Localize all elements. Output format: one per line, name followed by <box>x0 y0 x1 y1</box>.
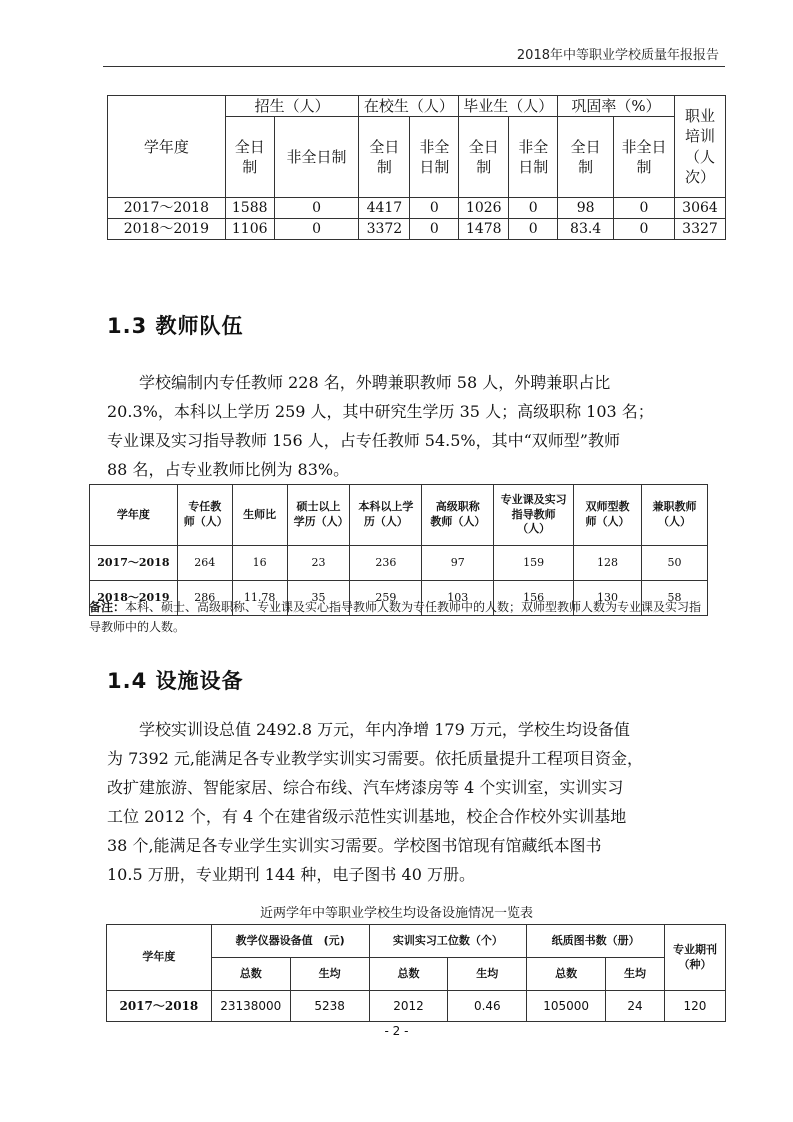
t1-part-time: 非全日制 <box>614 117 675 198</box>
t2-cell: 286 <box>177 581 232 616</box>
t1-cell: 0 <box>410 219 459 240</box>
t2-header: 硕士以上学历（人） <box>287 485 350 546</box>
t2-year: 2017～2018 <box>90 546 178 581</box>
t2-header: 双师型教师（人） <box>574 485 642 546</box>
t2-cell: 16 <box>232 546 287 581</box>
paragraph-line: 88 名，占专业教师比例为 83%。 <box>107 460 350 479</box>
table-row <box>108 219 726 240</box>
page-number: - 2 - <box>384 1024 409 1038</box>
t3-group-header: 纸质图书数（册） <box>527 925 665 958</box>
t3-cell: 105000 <box>527 991 606 1022</box>
t1-cell: 98 <box>558 198 614 219</box>
t2-header: 生师比 <box>232 485 287 546</box>
t1-cell: 1026 <box>459 198 509 219</box>
paragraph-teachers <box>107 368 707 484</box>
t2-cell: 159 <box>494 546 574 581</box>
paragraph-line: 改扩建旅游、智能家居、综合布线、汽车烤漆房等 4 个实训室，实训实习 <box>107 778 624 797</box>
paragraph-line: 专业课及实习指导教师 156 人，占专任教师 54.5%，其中“双师型”教师 <box>107 431 620 450</box>
t1-part-time: 非全日制 <box>410 117 459 198</box>
t2-header: 本科以上学历（人） <box>350 485 422 546</box>
t1-cell: 4417 <box>359 198 410 219</box>
table-row <box>90 546 708 581</box>
t1-group-header: 巩固率（%） <box>558 96 675 117</box>
t1-part-time: 非全日制 <box>509 117 558 198</box>
t1-year: 2017～2018 <box>108 198 226 219</box>
t1-full-time: 全日制 <box>558 117 614 198</box>
t2-cell: 58 <box>641 581 707 616</box>
t1-group-header: 招生（人） <box>225 96 359 117</box>
t1-cell: 0 <box>509 198 558 219</box>
t1-full-time: 全日制 <box>459 117 509 198</box>
t2-cell: 130 <box>574 581 642 616</box>
t3-cell: 24 <box>606 991 665 1022</box>
t2-cell: 97 <box>422 546 494 581</box>
section-title-1-3: 1.3 教师队伍 <box>107 314 244 338</box>
t1-cell: 1106 <box>225 219 274 240</box>
table-note <box>89 597 711 637</box>
t1-year-header: 学年度 <box>108 96 226 198</box>
paragraph-line: 38 个,能满足各专业学生实训实习需要。学校图书馆现有馆藏纸本图书 <box>107 836 602 855</box>
t3-cell: 0.46 <box>448 991 527 1022</box>
t2-header: 专任教师（人） <box>177 485 232 546</box>
t3-total-header: 总数 <box>211 958 290 991</box>
t3-year-header: 学年度 <box>107 925 212 991</box>
t1-cell: 0 <box>509 219 558 240</box>
t2-cell: 11.78 <box>232 581 287 616</box>
t3-per-header: 生均 <box>290 958 369 991</box>
t1-full-time: 全日制 <box>359 117 410 198</box>
section-title-1-4: 1.4 设施设备 <box>107 669 244 693</box>
t2-header: 学年度 <box>90 485 178 546</box>
t3-year: 2017～2018 <box>107 991 212 1022</box>
t1-group-header: 毕业生（人） <box>459 96 558 117</box>
t3-total-header: 总数 <box>369 958 448 991</box>
t1-cell: 3327 <box>674 219 725 240</box>
t1-part-time: 非全日制 <box>274 117 359 198</box>
t2-cell: 236 <box>350 546 422 581</box>
paragraph-line: 工位 2012 个，有 4 个在建省级示范性实训基地，校企合作校外实训基地 <box>107 807 627 826</box>
t3-cell: 5238 <box>290 991 369 1022</box>
paragraph-line: 为 7392 元,能满足各专业教学实训实习需要。依托质量提升工程项目资金， <box>107 749 643 768</box>
t2-cell: 259 <box>350 581 422 616</box>
note-label: 备注： <box>89 600 126 614</box>
t3-cell: 2012 <box>369 991 448 1022</box>
t2-cell: 23 <box>287 546 350 581</box>
t1-full-time: 全日制 <box>225 117 274 198</box>
t2-cell: 103 <box>422 581 494 616</box>
paragraph-line: 学校编制内专任教师 228 名，外聘兼职教师 58 人，外聘兼职占比 <box>139 373 611 392</box>
t3-per-header: 生均 <box>606 958 665 991</box>
t3-group-header: 教学仪器设备值 (元) <box>211 925 369 958</box>
t3-group-header: 实训实习工位数（个） <box>369 925 527 958</box>
t3-total-header: 总数 <box>527 958 606 991</box>
t1-cell: 1588 <box>225 198 274 219</box>
paragraph-facilities <box>107 715 707 889</box>
t1-cell: 3064 <box>674 198 725 219</box>
t1-year: 2018～2019 <box>108 219 226 240</box>
page-header-title: 2018年中等职业学校质量年报报告 <box>516 48 719 63</box>
t3-periodicals-header: 专业期刊（种） <box>664 925 725 991</box>
t1-cell: 0 <box>274 198 359 219</box>
equipment-table <box>106 924 726 1022</box>
t2-header: 兼职教师（人） <box>641 485 707 546</box>
t1-cell: 0 <box>614 219 675 240</box>
paragraph-line: 10.5 万册，专业期刊 144 种，电子图书 40 万册。 <box>107 865 475 884</box>
t3-cell: 23138000 <box>211 991 290 1022</box>
table-row <box>108 198 726 219</box>
note-text: 本科、硕士、高级职称、专业课及实心指导教师人数为专任教师中的人数；双师型教师人数为专业课及实习指导教师中的人数。 <box>89 600 702 634</box>
table-row <box>107 991 726 1022</box>
t1-cell: 1478 <box>459 219 509 240</box>
t2-cell: 156 <box>494 581 574 616</box>
paragraph-line: 20.3%，本科以上学历 259 人，其中研究生学历 35 人；高级职称 103 名； <box>107 402 654 421</box>
t2-cell: 264 <box>177 546 232 581</box>
table-caption: 近两学年中等职业学校生均设备设施情况一览表 <box>259 906 533 921</box>
t3-cell: 120 <box>664 991 725 1022</box>
t2-header: 高级职称教师（人） <box>422 485 494 546</box>
t1-cell: 83.4 <box>558 219 614 240</box>
t1-group-header: 在校生（人） <box>359 96 459 117</box>
t2-cell: 50 <box>641 546 707 581</box>
paragraph-line: 学校实训设总值 2492.8 万元，年内净增 179 万元，学校生均设备值 <box>139 720 630 739</box>
t1-cell: 0 <box>274 219 359 240</box>
t1-cell: 3372 <box>359 219 410 240</box>
t2-cell: 128 <box>574 546 642 581</box>
enrollment-table <box>107 95 726 240</box>
t2-cell: 35 <box>287 581 350 616</box>
t1-training-header: 职业培训（人次） <box>674 96 725 198</box>
t1-cell: 0 <box>410 198 459 219</box>
t2-header: 专业课及实习指导教师（人） <box>494 485 574 546</box>
header-rule <box>103 66 725 67</box>
t2-year: 2018～2019 <box>90 581 178 616</box>
t3-per-header: 生均 <box>448 958 527 991</box>
t1-cell: 0 <box>614 198 675 219</box>
